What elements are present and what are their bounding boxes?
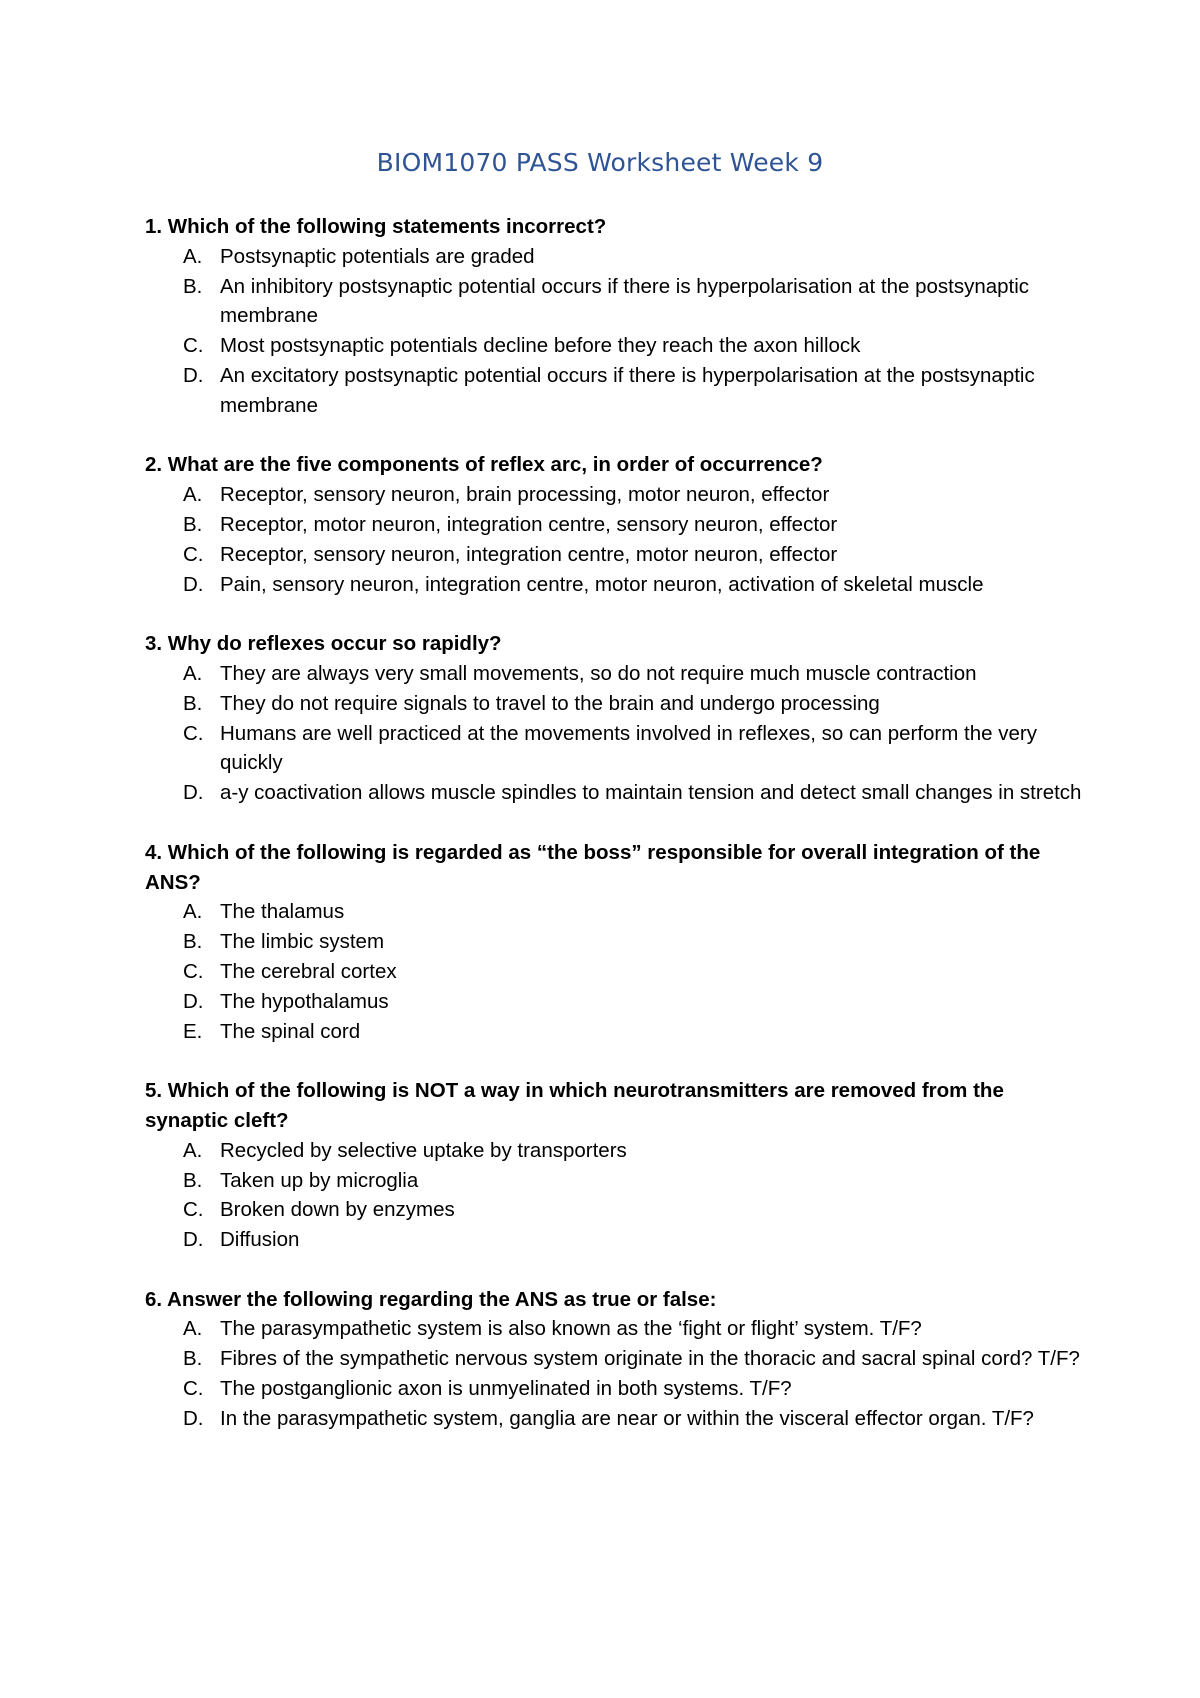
option-text: Receptor, sensory neuron, brain processing, motor neuron, effector: [220, 483, 830, 507]
option-item: [145, 1166, 1085, 1196]
option-text: The postganglionic axon is unmyelinated in both systems. T/F?: [220, 1377, 792, 1401]
option-item: [145, 1374, 1085, 1404]
question-6: [145, 1285, 1085, 1434]
question-5: [145, 1076, 1085, 1255]
option-text: The hypothalamus: [220, 989, 389, 1013]
option-text: Broken down by enzymes: [220, 1198, 455, 1222]
option-text: The thalamus: [220, 900, 345, 924]
option-letter: A.: [183, 661, 203, 685]
option-letter: D.: [183, 781, 204, 805]
option-text: They do not require signals to travel to the brain and undergo processing: [220, 691, 880, 715]
option-list: [145, 1136, 1085, 1255]
option-text: The spinal cord: [220, 1019, 361, 1043]
page-title: BIOM1070 PASS Worksheet Week 9: [376, 148, 824, 177]
option-item: [145, 987, 1085, 1017]
option-letter: D.: [183, 1406, 204, 1430]
option-item: [145, 1344, 1085, 1374]
option-letter: B.: [183, 1347, 203, 1371]
option-text: The parasympathetic system is also known as the ‘fight or flight’ system. T/F?: [220, 1317, 922, 1341]
option-letter: A.: [183, 900, 203, 924]
option-text: The cerebral cortex: [220, 959, 397, 983]
option-text: In the parasympathetic system, ganglia are near or within the visceral effector organ. T/F?: [220, 1406, 1034, 1430]
option-letter: A.: [183, 1138, 203, 1162]
option-item: [145, 331, 1085, 361]
option-text: Fibres of the sympathetic nervous system originate in the thoracic and sacral spinal cord? T/F?: [220, 1347, 1080, 1371]
option-letter: A.: [183, 1317, 203, 1341]
option-item: [145, 242, 1085, 272]
option-item: [145, 957, 1085, 987]
option-item: [145, 480, 1085, 510]
option-text: The limbic system: [220, 930, 385, 954]
option-letter: D.: [183, 572, 204, 596]
option-letter: C.: [183, 1377, 204, 1401]
option-letter: C.: [183, 334, 204, 358]
option-list: [145, 480, 1085, 599]
option-text: An excitatory postsynaptic potential occurs if there is hyperpolarisation at the postsynaptic membrane: [220, 363, 1035, 417]
option-letter: B.: [183, 274, 203, 298]
question-2: [145, 450, 1085, 599]
option-item: [145, 540, 1085, 570]
option-text: Postsynaptic potentials are graded: [220, 244, 535, 268]
option-list: [145, 242, 1085, 421]
option-item: [145, 570, 1085, 600]
option-letter: C.: [183, 721, 204, 745]
option-letter: B.: [183, 930, 203, 954]
option-item: [145, 897, 1085, 927]
option-text: They are always very small movements, so do not require much muscle contraction: [220, 661, 977, 685]
option-text: Recycled by selective uptake by transporters: [220, 1138, 627, 1162]
option-text: An inhibitory postsynaptic potential occurs if there is hyperpolarisation at the postsynaptic membrane: [220, 274, 1030, 328]
option-item: [145, 1195, 1085, 1225]
option-text: Diffusion: [220, 1228, 300, 1252]
option-letter: B.: [183, 512, 203, 536]
option-item: [145, 361, 1085, 421]
option-item: [145, 1136, 1085, 1166]
question-text: 5. Which of the following is NOT a way in which neurotransmitters are removed from the synaptic cleft?: [145, 1079, 1004, 1132]
option-list: [145, 1314, 1085, 1433]
option-letter: A.: [183, 244, 203, 268]
option-letter: D.: [183, 1228, 204, 1252]
option-letter: B.: [183, 691, 203, 715]
option-item: [145, 689, 1085, 719]
option-item: [145, 1017, 1085, 1047]
option-letter: E.: [183, 1019, 203, 1043]
option-text: Receptor, sensory neuron, integration centre, motor neuron, effector: [220, 542, 838, 566]
option-text: Humans are well practiced at the movements involved in reflexes, so can perform the very quickly: [220, 721, 1037, 775]
option-item: [145, 927, 1085, 957]
option-item: [145, 1404, 1085, 1434]
option-text: Pain, sensory neuron, integration centre, motor neuron, activation of skeletal muscle: [220, 572, 984, 596]
option-item: [145, 778, 1085, 808]
question-text: 6. Answer the following regarding the ANS as true or false:: [145, 1287, 717, 1311]
option-item: [145, 719, 1085, 779]
option-letter: C.: [183, 959, 204, 983]
option-letter: D.: [183, 989, 204, 1013]
question-text: 4. Which of the following is regarded as “the boss” responsible for overall integration of the ANS?: [145, 840, 1041, 894]
option-text: Most postsynaptic potentials decline before they reach the axon hillock: [220, 334, 861, 358]
question-text: 3. Why do reflexes occur so rapidly?: [145, 632, 502, 656]
option-text: Receptor, motor neuron, integration centre, sensory neuron, effector: [220, 512, 838, 536]
question-3: [145, 629, 1085, 808]
option-letter: D.: [183, 363, 204, 387]
option-item: [145, 659, 1085, 689]
question-1: [145, 212, 1085, 421]
question-text: 1. Which of the following statements incorrect?: [145, 215, 607, 238]
question-text: 2. What are the five components of reflex arc, in order of occurrence?: [145, 453, 823, 477]
option-text: Taken up by microglia: [220, 1168, 419, 1192]
option-list: [145, 897, 1085, 1046]
option-letter: B.: [183, 1168, 203, 1192]
option-item: [145, 1225, 1085, 1255]
option-item: [145, 1314, 1085, 1344]
option-letter: C.: [183, 1198, 204, 1222]
option-list: [145, 659, 1085, 808]
option-text: a-y coactivation allows muscle spindles to maintain tension and detect small changes in stretch: [220, 781, 1082, 805]
option-item: [145, 272, 1085, 332]
option-item: [145, 510, 1085, 540]
question-list: [145, 212, 1085, 1463]
option-letter: A.: [183, 483, 203, 507]
option-letter: C.: [183, 542, 204, 566]
question-4: [145, 838, 1085, 1047]
